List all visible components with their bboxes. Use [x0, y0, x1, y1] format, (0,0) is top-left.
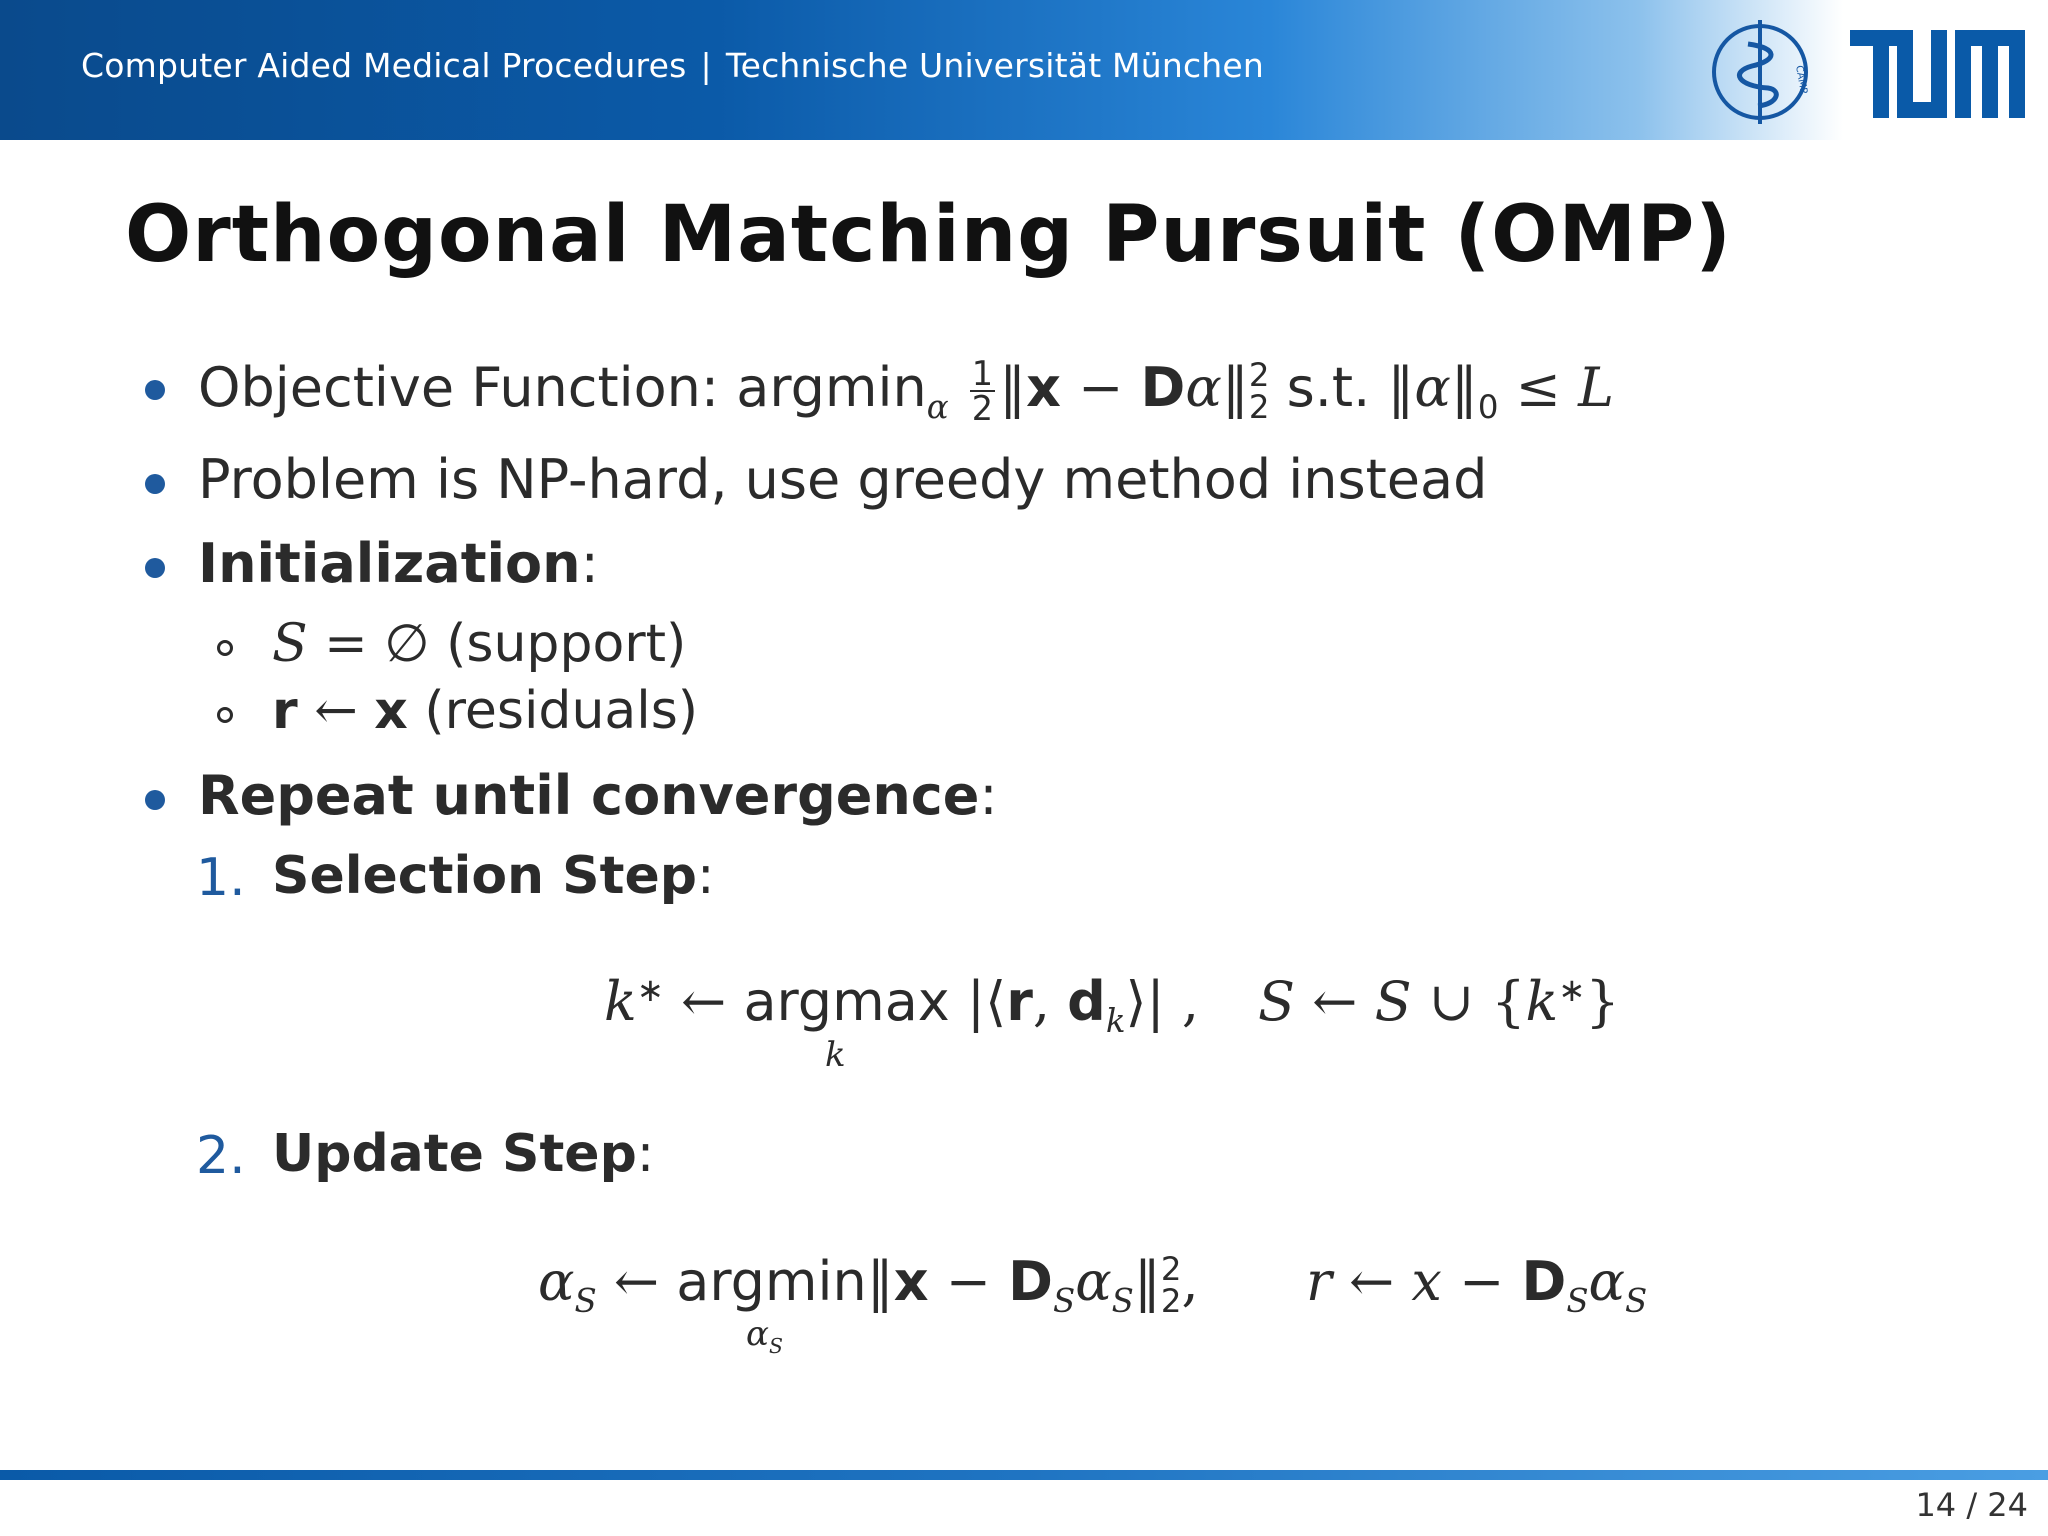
objective-subject-to: s.t. [1286, 356, 1371, 419]
residual-update-equation: r ← $x - D_S\alpha_S$ [1306, 1250, 1648, 1320]
sub-bullet-residual-marker [217, 707, 233, 723]
sub-bullet-support-marker [217, 640, 233, 656]
slide-title: Orthogonal Matching Pursuit (OMP) [125, 190, 1732, 280]
bullet-init-marker [145, 558, 165, 578]
step-1-heading: Selection Step: [272, 846, 715, 906]
init-support: S = ∅ (support) [272, 614, 687, 674]
init-residual: r ← x (residuals) [272, 681, 699, 741]
objective-label: Objective Function: [198, 356, 720, 419]
repeat-label: Repeat until convergence [198, 764, 980, 827]
page-number: 14 / 24 [1915, 1486, 2028, 1524]
support-update-equation: S ← S ∪ {k∗} [1258, 970, 1620, 1033]
selection-operator: argmax [743, 970, 950, 1033]
objective-operator: argmin [736, 356, 927, 419]
bullet-problem-marker [145, 474, 165, 494]
camp-logo-icon [1708, 14, 1818, 128]
objective-sub: α [926, 387, 949, 426]
header-university: Technische Universität München [725, 46, 1265, 85]
camp-logo-text: CAMP [1793, 64, 1809, 95]
footer-bar [0, 1470, 2048, 1480]
bullet-problem: Problem is NP-hard, use greedy method instead [198, 448, 1488, 511]
step-1-number: 1. [196, 848, 246, 908]
header-separator: | [700, 46, 712, 85]
step-2-label: Update Step [272, 1124, 637, 1184]
tum-logo-icon [1850, 30, 2025, 118]
selection-under: k [825, 1035, 846, 1075]
update-operator: argmin [676, 1250, 867, 1313]
bullet-objective: Objective Function: argmin$_\alpha$ $\frac{1}{2}$ ‖x − Dα‖ 2 2 s.t. $‖\alpha‖_0 \le L$ [198, 353, 1614, 429]
header-department: Computer Aided Medical Procedures [81, 46, 687, 85]
bullet-init: Initialization: [198, 532, 599, 595]
step-2-heading: Update Step: [272, 1124, 655, 1184]
bullet-repeat: Repeat until convergence: [198, 764, 998, 827]
step-1-label: Selection Step [272, 846, 697, 906]
bullet-objective-marker [145, 380, 165, 400]
coefficient-update-equation: $\alpha_S$ ← argmin‖x − $D_S\alpha_S‖$ 2 2 , [538, 1249, 1199, 1321]
bullet-repeat-marker [145, 790, 165, 810]
selection-equation: k∗ ← argmax |⟨r, $d_k⟩|$ , [604, 970, 1200, 1040]
update-under: $\alpha_S$ [746, 1314, 783, 1358]
step-2-number: 2. [196, 1126, 246, 1186]
objective-fraction: $\frac{1}{2}$ [971, 353, 994, 429]
init-label: Initialization [198, 532, 581, 595]
header-institution [81, 46, 1264, 85]
